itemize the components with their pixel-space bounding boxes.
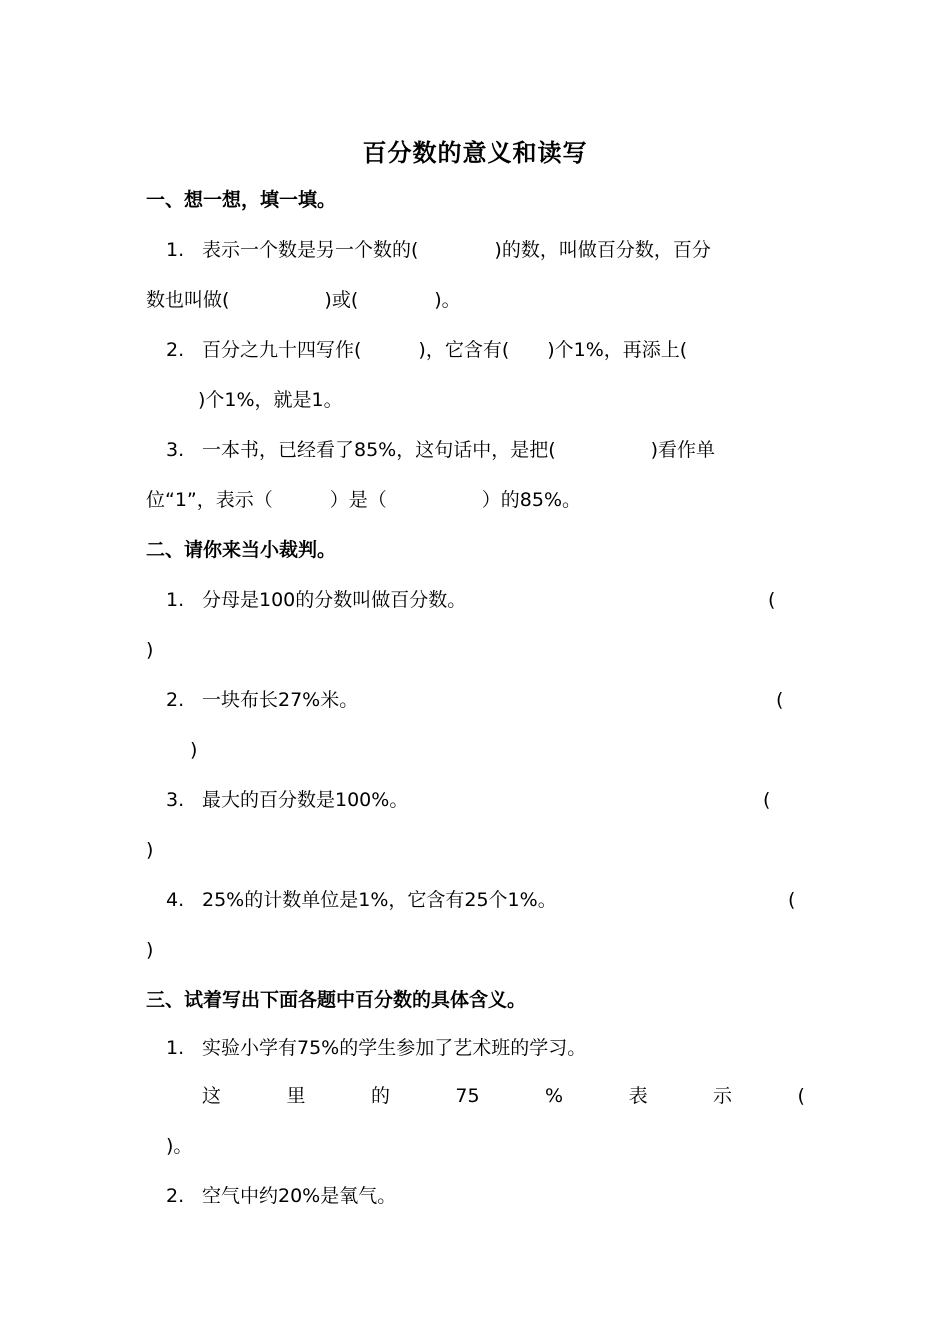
judgment-bracket-open: (: [776, 689, 784, 711]
question-text: 一块布长27%米。: [202, 689, 359, 711]
question-text: 表示一个数是另一个数的( )的数，叫做百分数，百分: [202, 239, 711, 261]
answer-word: 这: [202, 1085, 222, 1107]
judgment-bracket-open: (: [763, 789, 771, 811]
question-number: 3.: [166, 789, 185, 811]
question-number: 1.: [166, 589, 185, 611]
answer-word: 75: [455, 1085, 480, 1107]
question-number: 1.: [166, 239, 185, 261]
question-number: 2.: [166, 689, 185, 711]
answer-word: 里: [286, 1085, 306, 1107]
section-heading-2: 二、请你来当小裁判。: [146, 539, 337, 561]
question-number: 4.: [166, 889, 185, 911]
question-text-continued: )个1%，就是1。: [198, 389, 343, 411]
answer-line-spread: [202, 1084, 805, 1108]
question-text: 实验小学有75%的学生参加了艺术班的学习。: [202, 1037, 587, 1059]
question-text: 一本书，已经看了85%，这句话中，是把( )看作单: [202, 439, 716, 461]
section-heading-1: 一、想一想，填一填。: [146, 189, 337, 211]
question-text-continued: 位“1”，表示（ ）是（ ）的85%。: [146, 489, 582, 511]
question-text: 分母是100的分数叫做百分数。: [202, 589, 467, 611]
answer-word: 表: [628, 1085, 648, 1107]
question-number: 2.: [166, 1185, 185, 1207]
answer-bracket-open: (: [797, 1085, 805, 1107]
judgment-bracket-close: ): [190, 739, 198, 761]
answer-word: 的: [370, 1085, 390, 1107]
question-text: 25%的计数单位是1%，它含有25个1%。: [202, 889, 557, 911]
judgment-bracket-open: (: [768, 589, 776, 611]
section-heading-3: 三、试着写出下面各题中百分数的具体含义。: [146, 989, 527, 1011]
answer-bracket-close: )。: [166, 1135, 193, 1157]
question-text: 百分之九十四写作( )，它含有( )个1%，再添上(: [202, 339, 688, 361]
question-number: 1.: [166, 1037, 185, 1059]
answer-word: %: [545, 1085, 564, 1107]
question-text: 空气中约20%是氧气。: [202, 1185, 397, 1207]
question-text: 最大的百分数是100%。: [202, 789, 409, 811]
judgment-bracket-close: ): [146, 939, 154, 961]
question-number: 2.: [166, 339, 185, 361]
question-number: 3.: [166, 439, 185, 461]
judgment-bracket-open: (: [788, 889, 796, 911]
judgment-bracket-close: ): [146, 839, 154, 861]
judgment-bracket-close: ): [146, 639, 154, 661]
question-text-continued: 数也叫做( )或( )。: [146, 289, 461, 311]
answer-word: 示: [713, 1085, 733, 1107]
page-title: 百分数的意义和读写: [362, 139, 588, 167]
